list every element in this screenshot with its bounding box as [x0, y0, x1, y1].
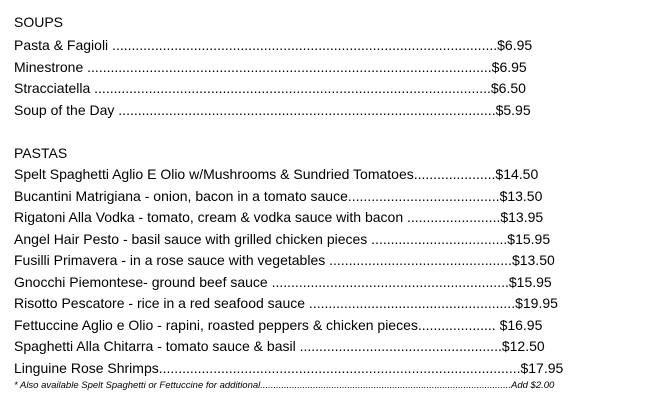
- menu-item-linguine: Linguine Rose Shrimps.............................................................................................$17.95: [14, 360, 564, 376]
- menu-item-bucantini: Bucantini Matrigiana - onion, bacon in a tomato sauce.......................................$13.50: [14, 188, 543, 204]
- menu-item-soup-of-the-day: Soup of the Day .................................................................................................$5.95: [14, 102, 531, 118]
- menu-item-fusilli: Fusilli Primavera - in a rose sauce with vegetables ...............................................$13.50: [14, 252, 555, 268]
- menu-item-stracciatella: Stracciatella ......................................................................................................$6.50: [14, 80, 526, 96]
- menu-item-rigatoni: Rigatoni Alla Vodka - tomato, cream & vodka sauce with bacon ........................$13.95: [14, 209, 544, 225]
- menu-item-fettuccine: Fettuccine Aglio e Olio - rapini, roasted peppers & chicken pieces.................... $16.95: [14, 317, 543, 333]
- pastas-heading: PASTAS: [14, 145, 68, 161]
- menu-item-risotto: Risotto Pescatore - rice in a red seafood sauce .....................................................$19.95: [14, 295, 558, 311]
- footnote: * Also available Spelt Spaghetti or Fettuccine for additional...............................................................................................Add $2.00: [14, 380, 555, 391]
- menu-item-minestrone: Minestrone ........................................................................................................$6.95: [14, 59, 527, 75]
- menu-item-spaghetti-chitarra: Spaghetti Alla Chitarra - tomato sauce & basil ....................................................$12.50: [14, 338, 545, 354]
- menu-item-angel-hair: Angel Hair Pesto - basil sauce with grilled chicken pieces ...................................$15.95: [14, 231, 551, 247]
- menu-item-spelt-spaghetti: Spelt Spaghetti Aglio E Olio w/Mushrooms & Sundried Tomatoes.....................$14.50: [14, 166, 539, 182]
- soups-heading: SOUPS: [14, 14, 64, 30]
- menu-item-pasta-fagioli: Pasta & Fagioli ...................................................................................................$6.95: [14, 37, 533, 53]
- menu-item-gnocchi: Gnocchi Piemontese- ground beef sauce .............................................................$15.95: [14, 274, 552, 290]
